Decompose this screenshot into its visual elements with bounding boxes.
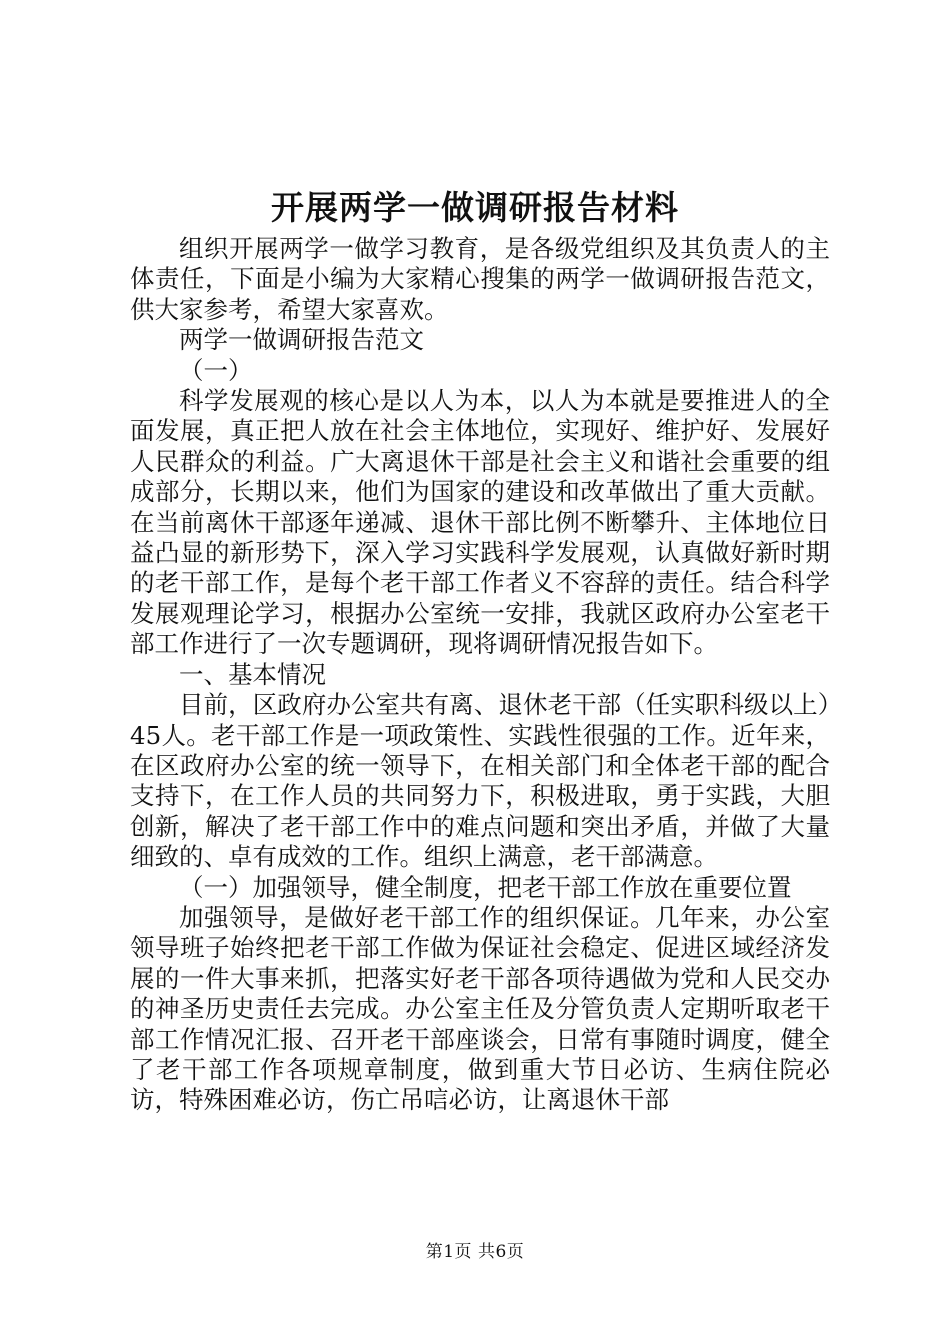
paragraph-heading-sample: 两学一做调研报告范文 xyxy=(179,325,424,355)
page-footer: 第1页 共6页 xyxy=(425,1242,525,1262)
paragraph-current-status: 目前，区政府办公室共有离、退休老干部（任实职科级以上）45人。老干部工作是一项政策性、实践性很强的工作。近年来，在区政府办公室的统一领导下，在相关部门和全体老干部的配合支持下，在工作人员的共同努力下，积极进取，勇于实践，大胆创新，解决了老干部工作中的难点问题和突出矛盾，并做了大量细致的、卓有成效的工作。组织上满意，老干部满意。 xyxy=(130,690,830,872)
paragraph-heading-basic-situation: 一、基本情况 xyxy=(179,659,326,689)
paragraph-section-number: （一） xyxy=(179,355,253,385)
paragraph-subheading-leadership: （一）加强领导，健全制度，把老干部工作放在重要位置 xyxy=(179,872,792,902)
paragraph-leadership: 加强领导，是做好老干部工作的组织保证。几年来，办公室领导班子始终把老干部工作做为保证社会稳定、促进区域经济发展的一件大事来抓，把落实好老干部各项待遇做为党和人民交办的神圣历史责任去完成。办公室主任及分管负责人定期听取老干部工作情况汇报、召开老干部座谈会，日常有事随时调度，健全了老干部工作各项规章制度，做到重大节日必访、生病住院必访，特殊困难必访，伤亡吊唁必访，让离退休干部 xyxy=(130,902,830,1115)
document-body xyxy=(130,234,830,1116)
paragraph-scientific-development: 科学发展观的核心是以人为本，以人为本就是要推进人的全面发展，真正把人放在社会主体地位，实现好、维护好、发展好人民群众的利益。广大离退休干部是社会主义和谐社会重要的组成部分，长期以来，他们为国家的建设和改革做出了重大贡献。在当前离休干部逐年递减、退休干部比例不断攀升、主体地位日益凸显的新形势下，深入学习实践科学发展观，认真做好新时期的老干部工作，是每个老干部工作者义不容辞的责任。结合科学发展观理论学习，根据办公室统一安排，我就区政府办公室老干部工作进行了一次专题调研，现将调研情况报告如下。 xyxy=(130,386,830,659)
paragraph-intro: 组织开展两学一做学习教育，是各级党组织及其负责人的主体责任，下面是小编为大家精心搜集的两学一做调研报告范文，供大家参考，希望大家喜欢。 xyxy=(130,234,830,324)
document-title: 开展两学一做调研报告材料 xyxy=(271,188,679,227)
